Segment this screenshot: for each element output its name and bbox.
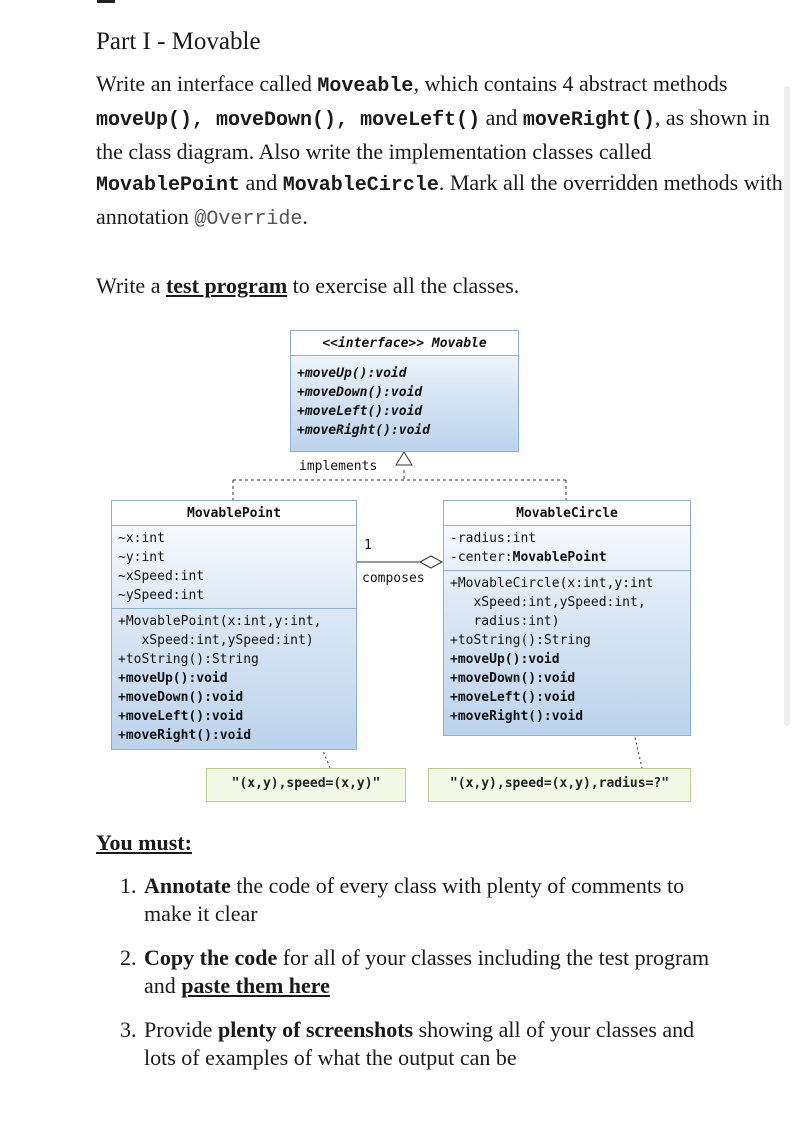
- multiplicity-label: 1: [364, 538, 372, 553]
- constructor-signature: radius:int): [450, 614, 560, 629]
- interface-method: +moveUp():void: [297, 366, 407, 381]
- implements-arrowhead: [396, 452, 412, 465]
- list-item: 2. Copy the code for all of your classes including the test program and paste them here: [120, 945, 710, 998]
- tostring-method: +toString():String: [450, 633, 591, 648]
- constructor-signature: xSpeed:int,ySpeed:int,: [450, 595, 646, 610]
- interface-movable-box: [290, 330, 519, 452]
- constructor-signature: +MovablePoint(x:int,y:int,: [118, 614, 322, 629]
- class-field: ~xSpeed:int: [118, 569, 205, 584]
- interface-method: +moveDown():void: [297, 385, 423, 400]
- intro-paragraph: Write an interface called Moveable, which contains 4 abstract methods moveUp(), moveDown(), moveLeft() and moveRight(), as shown in the class diagram. Also write the implementation classes called MovablePoint and MovableCircle. Mark all the overridden methods with annotation @Override.: [96, 71, 783, 231]
- constructor-signature: xSpeed:int,ySpeed:int): [118, 633, 314, 648]
- interface-name: Moveable: [317, 75, 414, 98]
- must-heading: You must:: [96, 830, 192, 855]
- movablepoint-class-box: [111, 500, 357, 750]
- task-list: [120, 872, 720, 1088]
- top-mark: [97, 0, 115, 3]
- class-field: -center:MovablePoint: [450, 550, 607, 565]
- class-method: +moveDown():void: [118, 690, 244, 705]
- list-item: 1. Annotate the code of every class with plenty of comments to make it clear: [120, 873, 685, 926]
- interface-stereotype: <<interface>>: [322, 336, 425, 351]
- class-method: +moveRight():void: [118, 728, 252, 743]
- implements-label: implements: [299, 459, 378, 474]
- constructor-signature: +MovableCircle(x:int,y:int: [450, 576, 654, 591]
- class-field: -radius:int: [450, 531, 537, 546]
- movablecircle-title: MovableCircle: [444, 501, 690, 526]
- page-title: Part I - Movable: [96, 28, 261, 55]
- note-circle-tostring: "(x,y),speed=(x,y),radius=?": [428, 768, 691, 802]
- class-method: +moveLeft():void: [118, 709, 244, 724]
- class-field: ~y:int: [118, 550, 165, 565]
- movablecircle-class-box: [443, 500, 691, 736]
- interface-title: Movable: [431, 336, 487, 351]
- composes-label: composes: [362, 571, 425, 586]
- list-item: 3. Provide plenty of screenshots showing all of your classes and lots of examples of what the output can be: [120, 1017, 695, 1070]
- composition-diamond: [420, 556, 442, 568]
- paste-link[interactable]: paste them here: [181, 973, 330, 998]
- test-program-link[interactable]: test program: [165, 273, 288, 298]
- class-method: +moveUp():void: [118, 671, 228, 686]
- tostring-method: +toString():String: [118, 652, 259, 667]
- class-field: ~ySpeed:int: [118, 588, 205, 603]
- class-field: ~x:int: [118, 531, 165, 546]
- class-method: +moveRight():void: [450, 709, 584, 724]
- class-method: +moveLeft():void: [450, 690, 576, 705]
- note-point-tostring: "(x,y),speed=(x,y)": [206, 768, 406, 802]
- class-method: +moveUp():void: [450, 652, 560, 667]
- movablepoint-title: MovablePoint: [112, 501, 356, 526]
- interface-method: +moveRight():void: [297, 423, 431, 438]
- test-paragraph: Write a test program to exercise all the classes.: [96, 273, 520, 298]
- interface-method: +moveLeft():void: [297, 404, 423, 419]
- class-method: +moveDown():void: [450, 671, 576, 686]
